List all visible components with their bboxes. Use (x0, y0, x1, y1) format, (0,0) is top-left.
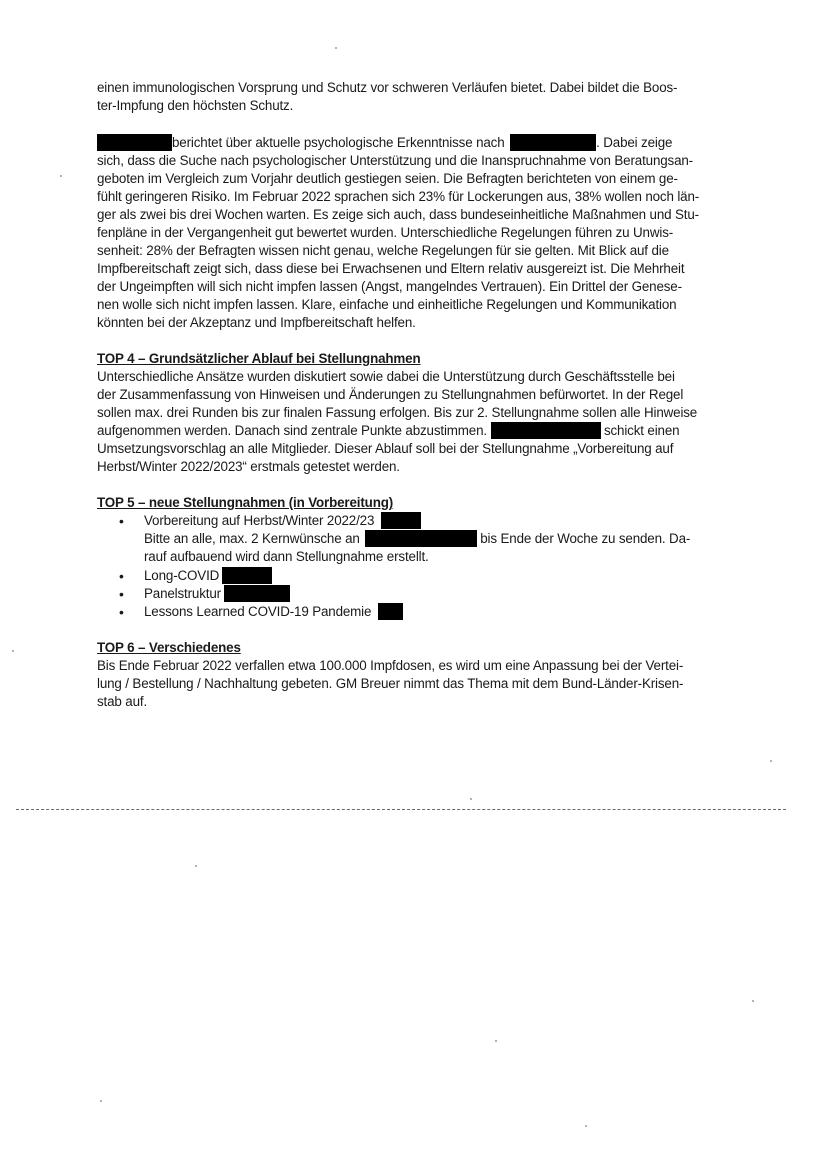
scan-speck (770, 760, 772, 762)
list-item-label: Long-COVID (144, 568, 220, 583)
paragraph-line: der Ungeimpften will sich nicht impfen lassen (Angst, mangelndes Vertrauen). Ein Drittel der Genese- (97, 279, 682, 294)
list-item (144, 603, 403, 621)
redaction-box (365, 530, 477, 547)
redaction-box (378, 603, 403, 620)
paragraph-line: einen immunologischen Vorsprung und Schutz vor schweren Verläufen bietet. Dabei bildet die Boos- (97, 80, 678, 95)
paragraph-line: Impfbereitschaft zeigt sich, dass diese bei Erwachsenen und Eltern relativ ausgereizt ist. Die Mehrheit (97, 261, 685, 276)
text-fragment: aufgenommen werden. Danach sind zentrale Punkte abzustimmen. (97, 423, 487, 438)
list-item-subline (144, 530, 690, 548)
bullet-marker: • (119, 568, 124, 584)
paragraph-line: senheit: 28% der Befragten wissen nicht genau, welche Regelungen für sie gelten. Mit Blick auf die (97, 243, 669, 258)
paragraph-line: Herbst/Winter 2022/2023“ erstmals getestet werden. (97, 459, 400, 474)
paragraph-line (97, 422, 679, 440)
redaction-box (224, 585, 290, 602)
paragraph-line: ger als zwei bis drei Wochen warten. Es zeige sich auch, dass bundeseinheitliche Maßnahmen und Stu- (97, 207, 699, 222)
paragraph-line (97, 134, 672, 152)
scan-speck (752, 1000, 754, 1002)
scan-speck (495, 1040, 497, 1042)
text-fragment: . Dabei zeige (596, 135, 673, 150)
list-item (144, 512, 421, 530)
paragraph-line: sich, dass die Suche nach psychologischer Unterstützung und die Inanspruchnahme von Beratungsan- (97, 153, 693, 168)
paragraph-line: fühlt geringeren Risiko. Im Februar 2022 sprachen sich 23% für Lockerungen aus, 38% wollen noch län- (97, 189, 700, 204)
scan-speck (470, 798, 472, 800)
list-item-subline: rauf aufbauend wird dann Stellungnahme erstellt. (144, 549, 429, 564)
scan-divider-line (16, 809, 786, 810)
scan-speck (100, 1100, 102, 1102)
paragraph-line: geboten im Vergleich zum Vorjahr deutlich gestiegen seien. Die Befragten berichteten von einem ge- (97, 171, 678, 186)
paragraph-line: stab auf. (97, 694, 148, 709)
section-heading-top5: TOP 5 – neue Stellungnahmen (in Vorbereitung) (97, 495, 394, 510)
bullet-marker: • (119, 604, 124, 620)
text-fragment: Bitte an alle, max. 2 Kernwünsche an (144, 531, 360, 546)
paragraph-line: ter-Impfung den höchsten Schutz. (97, 98, 294, 113)
list-item (144, 585, 290, 603)
text-fragment: schickt einen (603, 423, 680, 438)
paragraph-line: nen wolle sich nicht impfen lassen. Klare, einfache und einheitliche Regelungen und Kommunikation (97, 297, 677, 312)
paragraph-line: der Zusammenfassung von Hinweisen und Änderungen zu Stellungnahmen befürwortet. In der Regel (97, 387, 684, 402)
scan-speck (195, 865, 197, 867)
paragraph-line: sollen max. drei Runden bis zur finalen Fassung erfolgen. Bis zur 2. Stellungnahme sollen alle Hinweise (97, 405, 698, 420)
text-fragment: berichtet über aktuelle psychologische Erkenntnisse nach (172, 135, 505, 150)
section-heading-top4: TOP 4 – Grundsätzlicher Ablauf bei Stellungnahmen (97, 351, 421, 366)
paragraph-line: lung / Bestellung / Nachhaltung gebeten. GM Breuer nimmt das Thema mit dem Bund-Länder-Krisen- (97, 676, 684, 691)
paragraph-line: könnten bei der Akzeptanz und Impfbereitschaft helfen. (97, 315, 416, 330)
text-fragment: bis Ende der Woche zu senden. Da- (480, 531, 691, 546)
bullet-marker: • (119, 513, 124, 529)
redaction-box (222, 567, 272, 584)
scan-speck (60, 175, 62, 177)
scan-speck (335, 47, 337, 49)
paragraph-line: fenpläne in der Vergangenheit gut bewertet wurden. Unterschiedliche Regelungen führen zu Unwis- (97, 225, 674, 240)
paragraph-line: Bis Ende Februar 2022 verfallen etwa 100.000 Impfdosen, es wird um eine Anpassung bei der Vertei- (97, 658, 684, 673)
bullet-marker: • (119, 586, 124, 602)
list-item-label: Vorbereitung auf Herbst/Winter 2022/23 (144, 513, 375, 528)
redaction-box (97, 134, 172, 151)
redaction-box (491, 422, 601, 439)
paragraph-line: Unterschiedliche Ansätze wurden diskutiert sowie dabei die Unterstützung durch Geschäftsstelle bei (97, 369, 675, 384)
redaction-box (510, 134, 596, 151)
list-item-label: Lessons Learned COVID-19 Pandemie (144, 604, 372, 619)
paragraph-line: Umsetzungsvorschlag an alle Mitglieder. Dieser Ablauf soll bei der Stellungnahme „Vorbereitung auf (97, 441, 674, 456)
redaction-box (381, 512, 421, 529)
list-item (144, 567, 272, 585)
section-heading-top6: TOP 6 – Verschiedenes (97, 640, 241, 655)
scan-speck (12, 650, 14, 652)
list-item-label: Panelstruktur (144, 586, 221, 601)
scan-speck (585, 1125, 587, 1127)
